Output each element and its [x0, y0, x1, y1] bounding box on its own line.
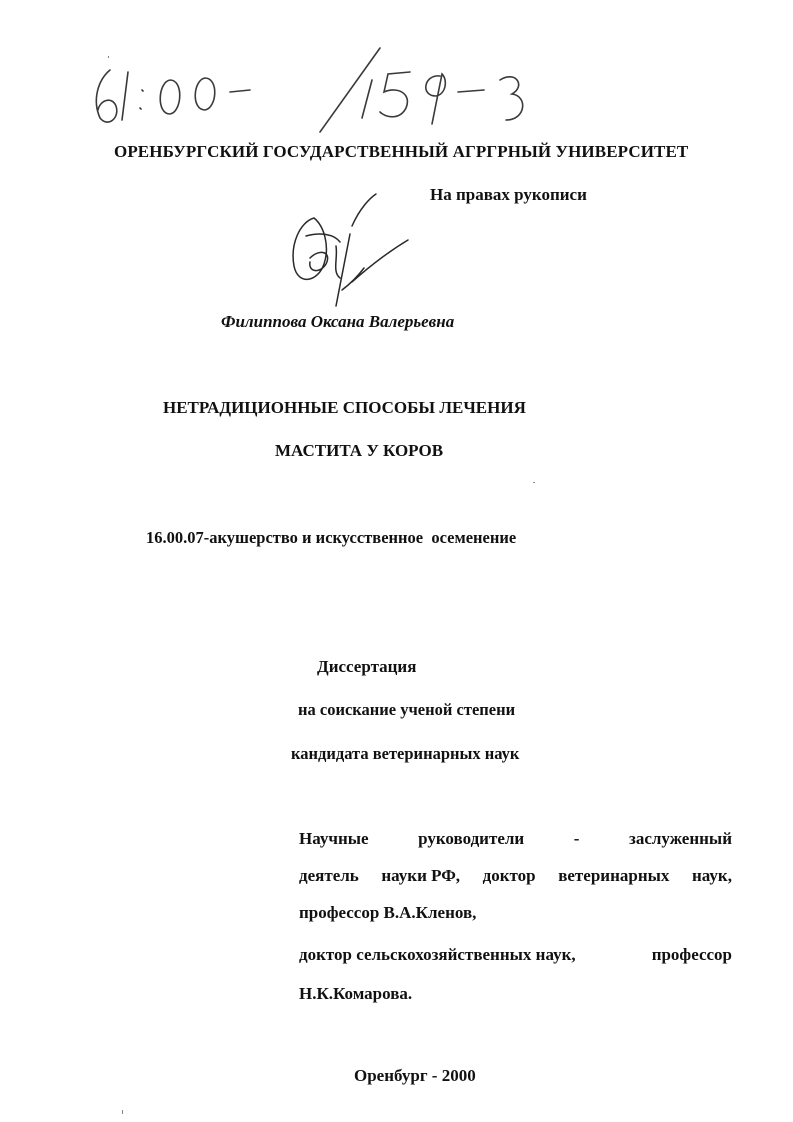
scan-speck — [533, 482, 535, 483]
university-name: ОРЕНБУРГСКИЙ ГОСУДАРСТВЕННЫЙ АГРГРНЫЙ УНИВЕРСИТЕТ — [114, 142, 689, 161]
specialty-code: 16.00.07-акушерство и искусственное осеменение — [146, 528, 517, 547]
degree-field: кандидата ветеринарных наук — [291, 744, 520, 763]
dissertation-label: Диссертация — [317, 657, 417, 676]
supervisors-word: ветеринарных — [558, 866, 670, 885]
supervisors-line-1 — [299, 829, 732, 849]
archive-mark-handwriting — [80, 40, 580, 140]
supervisors-word: Научные — [299, 829, 369, 848]
title-line-2: МАСТИТА У КОРОВ — [275, 441, 444, 460]
city-year: Оренбург - 2000 — [354, 1066, 476, 1085]
author-signature — [280, 186, 420, 316]
supervisors-word: руководители — [418, 829, 525, 848]
supervisor-1-name: профессор В.А.Кленов, — [299, 903, 477, 922]
author-name: Филиппова Оксана Валерьевна — [221, 312, 455, 331]
supervisor-2-name: Н.К.Комарова. — [299, 984, 413, 1003]
supervisors-word: науки РФ, — [381, 866, 461, 885]
degree-line: на соискание ученой степени — [298, 700, 516, 719]
rights-note: На правах рукописи — [430, 185, 587, 204]
supervisors-word: деятель — [299, 866, 359, 885]
supervisors-word: доктор — [482, 866, 536, 885]
supervisors-word: заслуженный — [629, 829, 732, 848]
supervisors-word: профессор — [651, 945, 732, 964]
title-line-1: НЕТРАДИЦИОННЫЕ СПОСОБЫ ЛЕЧЕНИЯ — [163, 398, 526, 417]
supervisors-line-2 — [299, 866, 732, 886]
scan-speck — [122, 1110, 123, 1114]
supervisors-word: наук, — [691, 866, 732, 885]
supervisors-word: доктор сельскохозяйственных наук, — [299, 945, 576, 964]
scan-speck — [108, 56, 109, 58]
supervisors-word: - — [573, 829, 580, 848]
supervisors-line-4 — [299, 945, 732, 965]
